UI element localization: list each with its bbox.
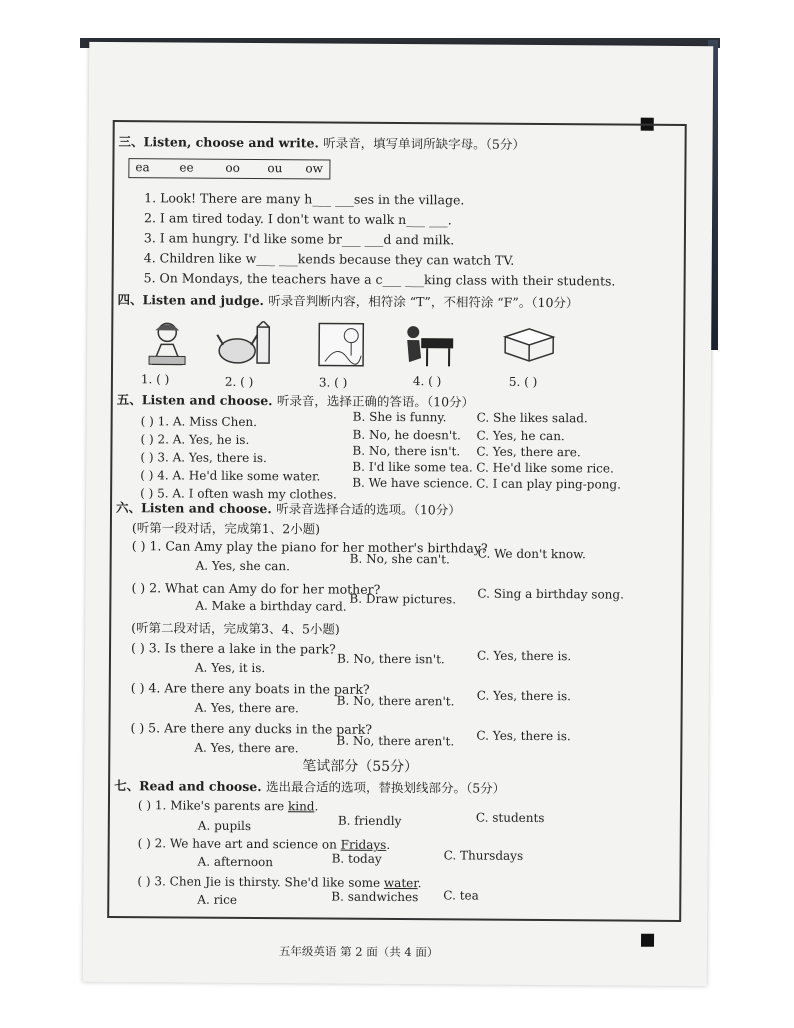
sec5-q3-option-c: C. Yes, there are.: [476, 444, 581, 460]
sec6-q3-option-b: B. No, there isn't.: [336, 651, 445, 667]
sec7-q1-option-a: A. pupils: [197, 818, 252, 833]
sec7-q1: ( ) 1. Mike's parents are kind.: [137, 798, 319, 814]
sec6-q2: ( ) 2. What can Amy do for her mother?: [131, 580, 381, 597]
registration-mark-bottom-right: [641, 934, 654, 947]
sec3-item-1: 1. Look! There are many h___ ___ses in the village.: [144, 190, 465, 208]
sec5-q5-option-c: C. I can play ping-pong.: [476, 476, 622, 492]
girl-reading-icon: [143, 320, 193, 368]
bank-item: ee: [179, 160, 194, 175]
sec6-q4: ( ) 4. Are there any boats in the park?: [130, 680, 370, 697]
sec6-q2-option-a: A. Make a birthday card.: [195, 598, 347, 614]
sec7-q2-option-b: B. today: [331, 851, 382, 866]
sec5-q3-option-b: B. No, there isn't.: [352, 443, 461, 459]
gift-box-icon: [501, 323, 555, 363]
sec5-q3: ( ) 3. A. Yes, there is.: [140, 450, 267, 466]
sec6-q4-option-c: C. Yes, there is.: [476, 688, 572, 704]
sec3-item-2: 2. I am tired today. I don't want to walk n___ ___.: [144, 210, 452, 228]
sec7-q3: ( ) 3. Chen Jie is thirsty. She'd like some water.: [137, 874, 422, 891]
sec6-q5: ( ) 5. Are there any ducks in the park?: [130, 720, 373, 737]
sec6-q3: ( ) 3. Is there a lake in the park?: [131, 640, 336, 657]
piano-player-icon: [403, 322, 455, 370]
sec7-q1-option-c: C. students: [475, 810, 545, 826]
sec7-q3-option-c: C. tea: [443, 888, 479, 903]
sec6-q4-option-b: B. No, there aren't.: [336, 693, 455, 709]
sec6-q5-option-b: B. No, there aren't.: [336, 733, 455, 749]
sec6-q1: ( ) 1. Can Amy play the piano for her mother's birthday?: [131, 538, 488, 556]
sec3-item-4: 4. Children like w___ ___kends because they can watch TV.: [143, 250, 515, 268]
sec6-q1-option-b: B. No, she can't.: [349, 551, 450, 567]
bank-item: oo: [225, 160, 240, 175]
park-picture-icon: [317, 321, 367, 369]
judge-answer-1[interactable]: 1. ( ): [140, 372, 170, 387]
sec7-q3-option-b: B. sandwiches: [331, 889, 419, 905]
sec7-q2-option-c: C. Thursdays: [443, 848, 524, 863]
sec7-q1-option-b: B. friendly: [337, 813, 402, 829]
sec5-q2-option-b: B. No, he doesn't.: [352, 427, 461, 443]
section6-header: 六、Listen and choose. 听录音选择合适的选项。（10分）: [115, 500, 461, 518]
sec6-q1-option-a: A. Yes, she can.: [195, 558, 290, 574]
sec6-q2-option-c: C. Sing a birthday song.: [477, 586, 624, 602]
letter-bank: [128, 158, 330, 179]
section5-header: 五、Listen and choose. 听录音，选择正确的答语。（10分）: [116, 392, 475, 410]
sec6-q3-option-c: C. Yes, there is.: [476, 648, 572, 664]
sec7-q3-option-a: A. rice: [197, 892, 238, 907]
sec5-q1-option-b: B. She is funny.: [352, 409, 447, 425]
bank-item: ea: [135, 160, 150, 175]
section3-header: 三、Listen, choose and write. 听录音，填写单词所缺字母。（5分）: [118, 134, 525, 152]
sec6-q4-option-a: A. Yes, there are.: [194, 700, 299, 716]
page-footer: 五年级英语 第 2 面（共 4 面）: [278, 944, 439, 960]
bank-item: ow: [305, 161, 323, 176]
sec5-q4-option-c: C. He'd like some rice.: [476, 460, 614, 476]
judge-answer-3[interactable]: 3. ( ): [318, 375, 348, 390]
sec5-q1: ( ) 1. A. Miss Chen.: [140, 414, 258, 430]
sec6-q3-option-a: A. Yes, it is.: [194, 660, 266, 676]
sec5-q5: ( ) 5. A. I often wash my clothes.: [140, 486, 337, 502]
bank-item: ou: [267, 161, 283, 176]
sec6-q2-option-b: B. Draw pictures.: [349, 591, 457, 607]
judge-answer-4[interactable]: 4. ( ): [412, 374, 442, 389]
sec7-q2: ( ) 2. We have art and science on Fridays.: [137, 836, 391, 852]
sec6-group1-note: (听第一段对话，完成第1、2小题): [131, 520, 321, 537]
sec5-q5-option-b: B. We have science.: [352, 475, 473, 491]
sec5-q2-option-c: C. Yes, he can.: [476, 428, 565, 444]
sec3-item-3: 3. I am hungry. I'd like some br___ ___d and milk.: [143, 230, 455, 248]
sec5-q4: ( ) 4. A. He'd like some water.: [140, 468, 321, 484]
sec3-item-5: 5. On Mondays, the teachers have a c___ ___king class with their students.: [143, 270, 616, 289]
roast-chicken-milk-icon: [215, 321, 271, 369]
section4-header: 四、Listen and judge. 听录音判断内容，相符涂 “T”，不相符涂 “F”。（10分）: [117, 292, 579, 311]
judge-answer-5[interactable]: 5. ( ): [508, 374, 538, 389]
judge-answer-2[interactable]: 2. ( ): [224, 374, 254, 389]
sec6-q5-option-c: C. Yes, there is.: [476, 728, 571, 744]
sec5-q4-option-b: B. I'd like some tea.: [352, 459, 473, 475]
sec5-q1-option-c: C. She likes salad.: [476, 410, 588, 426]
sec6-q1-option-c: C. We don't know.: [477, 546, 586, 562]
section7-header: 七、Read and choose. 选出最合适的选项，替换划线部分。（5分）: [114, 778, 506, 796]
sec6-q5-option-a: A. Yes, there are.: [194, 740, 299, 756]
exam-paper: [83, 42, 714, 986]
written-part-heading: 笔试部分（55分）: [302, 758, 419, 776]
sec6-group2-note: (听第二段对话，完成第3、4、5小题): [131, 620, 340, 637]
sec5-q2: ( ) 2. A. Yes, he is.: [140, 432, 250, 447]
sec7-q2-option-a: A. afternoon: [197, 854, 274, 870]
